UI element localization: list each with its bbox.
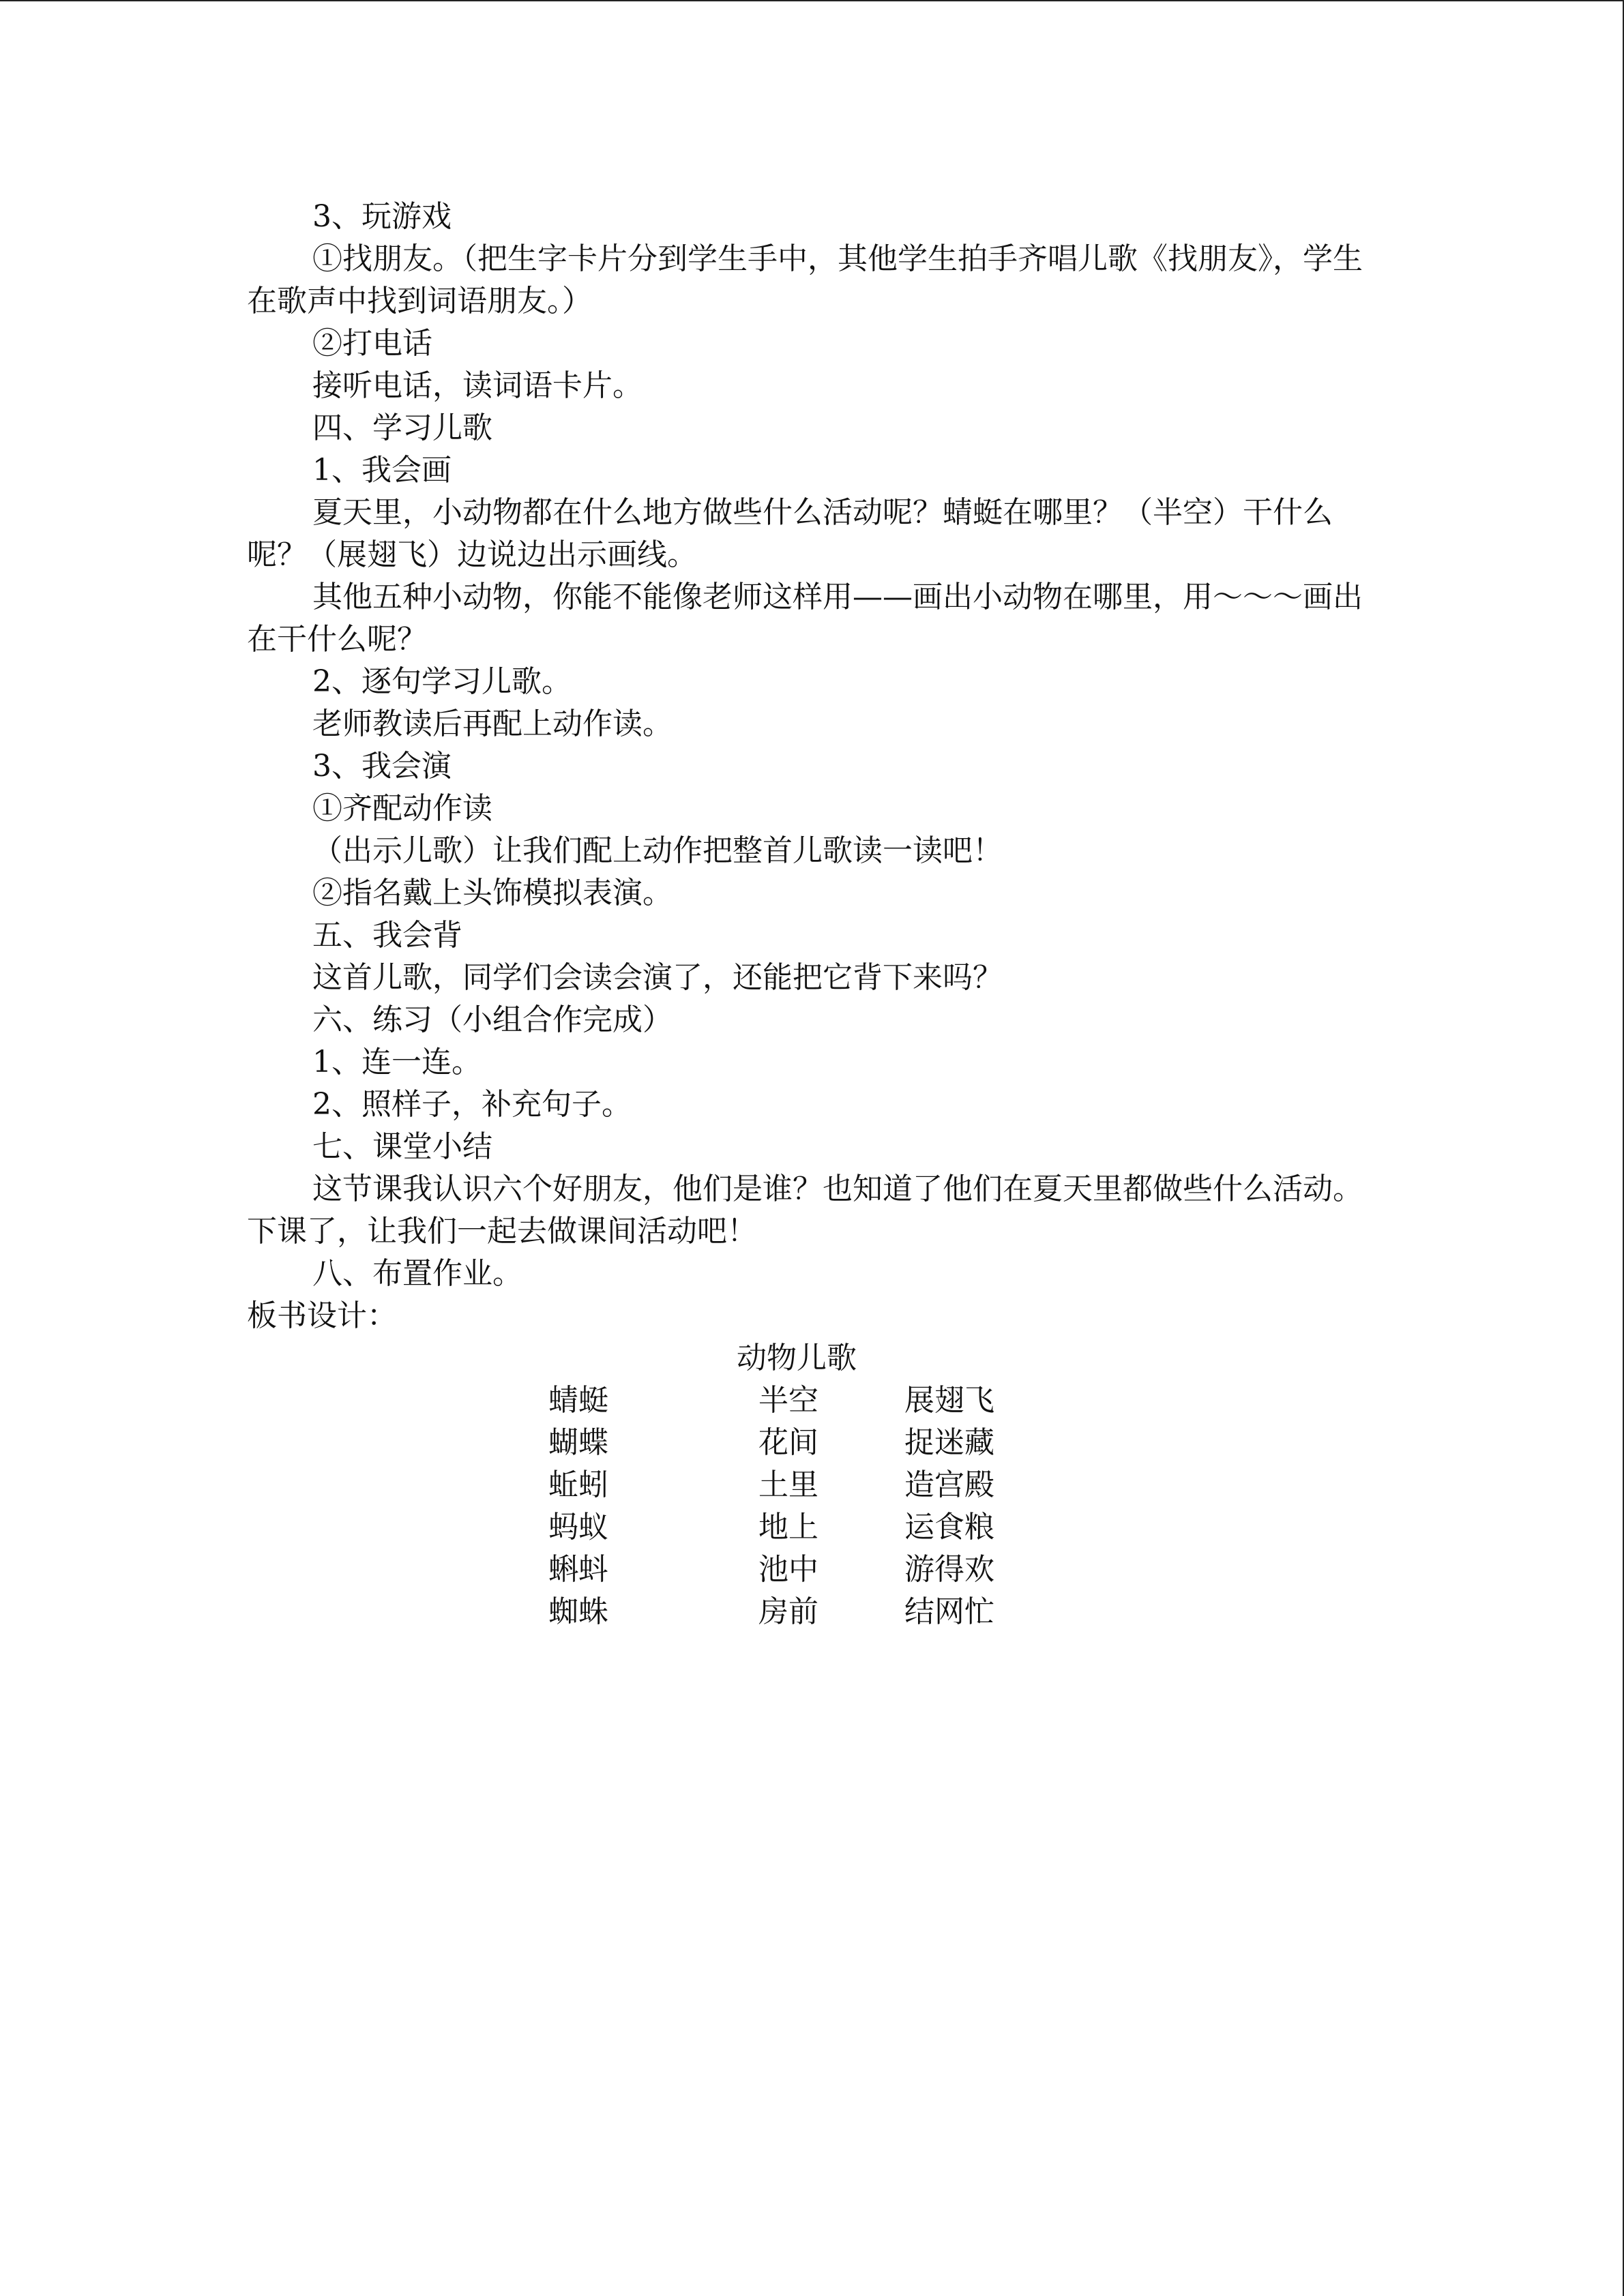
board-place: 地上	[758, 1510, 818, 1545]
paragraph: 其他五种小动物，你能不能像老师这样用——画出小动物在哪里，用～～～画出在干什么呢？	[247, 580, 1363, 657]
paragraph: ①找朋友。（把生字卡片分到学生手中，其他学生拍手齐唱儿歌《找朋友》，学生在歌声中找到词语朋友。）	[247, 241, 1363, 318]
board-place: 花间	[758, 1425, 818, 1460]
board-action: 结网忙	[904, 1594, 994, 1629]
paragraph: 1、连一连。	[312, 1045, 482, 1079]
paragraph: 3、我会演	[312, 749, 452, 784]
blackboard-design	[247, 1337, 1365, 1633]
paragraph: 2、逐句学习儿歌。	[312, 664, 572, 699]
board-row	[247, 1506, 1365, 1549]
board-row	[247, 1549, 1365, 1591]
paragraph: ②打电话	[312, 326, 432, 361]
section-heading: 四、学习儿歌	[312, 411, 492, 445]
board-action: 捉迷藏	[904, 1425, 994, 1460]
board-animal: 蝴蝶	[548, 1425, 608, 1460]
board-row	[247, 1464, 1365, 1506]
board-animal: 蜘蛛	[548, 1594, 608, 1629]
section-heading: 六、练习（小组合作完成）	[312, 1002, 673, 1037]
board-animal: 蜻蜓	[548, 1383, 608, 1418]
lesson-plan-body	[247, 196, 1365, 1633]
board-design-label: 板书设计：	[247, 1298, 397, 1333]
board-place: 土里	[758, 1467, 818, 1502]
board-action: 造宫殿	[904, 1467, 994, 1502]
paragraph: ①齐配动作读	[312, 791, 492, 826]
paragraph: 接听电话，读词语卡片。	[312, 368, 643, 403]
paragraph: ②指名戴上头饰模拟表演。	[312, 876, 673, 910]
board-place: 半空	[758, 1383, 818, 1418]
board-row	[247, 1380, 1365, 1422]
paragraph: 1、我会画	[312, 453, 452, 488]
paragraph: 3、玩游戏	[312, 199, 452, 234]
board-animal: 蝌蚪	[548, 1552, 608, 1587]
board-place: 房前	[758, 1594, 818, 1629]
section-heading: 五、我会背	[312, 918, 462, 953]
board-title: 动物儿歌	[737, 1341, 857, 1375]
board-animal: 蚂蚁	[548, 1510, 608, 1545]
board-animal: 蚯蚓	[548, 1467, 608, 1502]
paragraph: （出示儿歌）让我们配上动作把整首儿歌读一读吧！	[312, 833, 1003, 868]
paragraph: 老师教读后再配上动作读。	[312, 706, 673, 741]
board-row	[247, 1591, 1365, 1633]
paragraph: 夏天里，小动物都在什么地方做些什么活动呢？蜻蜓在哪里？（半空）干什么呢？（展翅飞）边说边出示画线。	[247, 495, 1333, 572]
section-heading: 七、课堂小结	[312, 1129, 492, 1164]
board-action: 展翅飞	[904, 1383, 994, 1418]
board-row	[247, 1422, 1365, 1464]
board-action: 游得欢	[904, 1552, 994, 1587]
board-place: 池中	[758, 1552, 818, 1587]
section-heading: 八、布置作业。	[312, 1256, 522, 1291]
board-action: 运食粮	[904, 1510, 994, 1545]
paragraph: 这节课我认识六个好朋友，他们是谁？也知道了他们在夏天里都做些什么活动。下课了，让我们一起去做课间活动吧！	[247, 1172, 1363, 1249]
paragraph: 这首儿歌，同学们会读会演了，还能把它背下来吗？	[312, 960, 1003, 995]
paragraph: 2、照样子，补充句子。	[312, 1087, 632, 1122]
